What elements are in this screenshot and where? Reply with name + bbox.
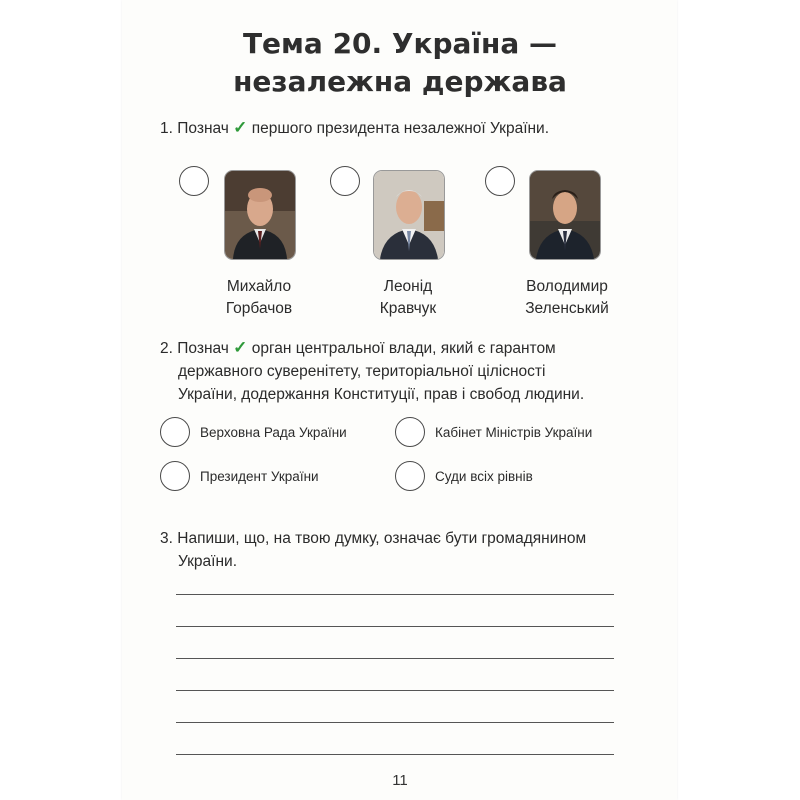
- answer-line[interactable]: [176, 658, 614, 659]
- question-2-line-1: [160, 336, 616, 360]
- question-3-line-2: України.: [178, 553, 238, 570]
- last-name: Кравчук: [379, 300, 437, 317]
- option-label-president: Президент України: [200, 469, 319, 484]
- answer-line[interactable]: [176, 594, 614, 595]
- question-2-text-1: орган центральної влади, який є гарантом: [251, 340, 556, 357]
- first-name: Леонід: [383, 278, 433, 295]
- question-1-prefix: Познач: [177, 120, 229, 137]
- last-name: Зеленський: [525, 300, 609, 317]
- option-label-cabinet: Кабінет Міністрів України: [435, 425, 593, 440]
- question-1-number: 1.: [160, 120, 173, 137]
- option-circle-courts[interactable]: [395, 461, 425, 491]
- portrait-gorbachov: [224, 170, 296, 260]
- first-name: Володимир: [526, 278, 608, 295]
- question-3-text-1: Напиши, що, на твою думку, означає бути громадянином: [177, 530, 587, 547]
- checkmark-icon: ✓: [233, 338, 248, 357]
- person-name-zelenskyi: [497, 276, 637, 320]
- option-circle-cabinet[interactable]: [395, 417, 425, 447]
- person-name-gorbachov: [189, 276, 329, 320]
- last-name: Горбачов: [225, 300, 293, 317]
- page-number: 11: [392, 772, 408, 789]
- question-3-line-1: [160, 527, 620, 550]
- option-label-verkhovna-rada: Верховна Рада України: [200, 425, 347, 440]
- question-1-text: першого президента незалежної України.: [251, 120, 550, 137]
- answer-circle-gorbachov[interactable]: [179, 166, 209, 196]
- question-3-number: 3.: [160, 530, 173, 547]
- answer-line[interactable]: [176, 690, 614, 691]
- answer-line[interactable]: [176, 626, 614, 627]
- option-circle-president[interactable]: [160, 461, 190, 491]
- question-2-number: 2.: [160, 340, 173, 357]
- question-3: [160, 527, 620, 573]
- first-name: Михайло: [226, 278, 292, 295]
- answer-circle-kravchuk[interactable]: [330, 166, 360, 196]
- page-title-line-2: незалежна держава: [233, 65, 567, 98]
- person-name-kravchuk: [338, 276, 478, 320]
- question-2-line-3: України, додержання Конституції, прав і свобод людини.: [178, 386, 585, 403]
- question-2-prefix: Познач: [177, 340, 229, 357]
- page-title-line-1: Тема 20. Україна —: [242, 27, 558, 60]
- portrait-zelenskyi: [529, 170, 601, 260]
- answer-line[interactable]: [176, 754, 614, 755]
- checkmark-icon: ✓: [233, 118, 248, 137]
- answer-circle-zelenskyi[interactable]: [485, 166, 515, 196]
- question-2-line-2: державного суверенітету, територіальної цілісності: [178, 363, 546, 380]
- question-1: [160, 116, 549, 140]
- portrait-kravchuk: [373, 170, 445, 260]
- answer-line[interactable]: [176, 722, 614, 723]
- option-circle-verkhovna-rada[interactable]: [160, 417, 190, 447]
- option-label-courts: Суди всіх рівнів: [435, 469, 533, 484]
- question-2: [160, 336, 616, 406]
